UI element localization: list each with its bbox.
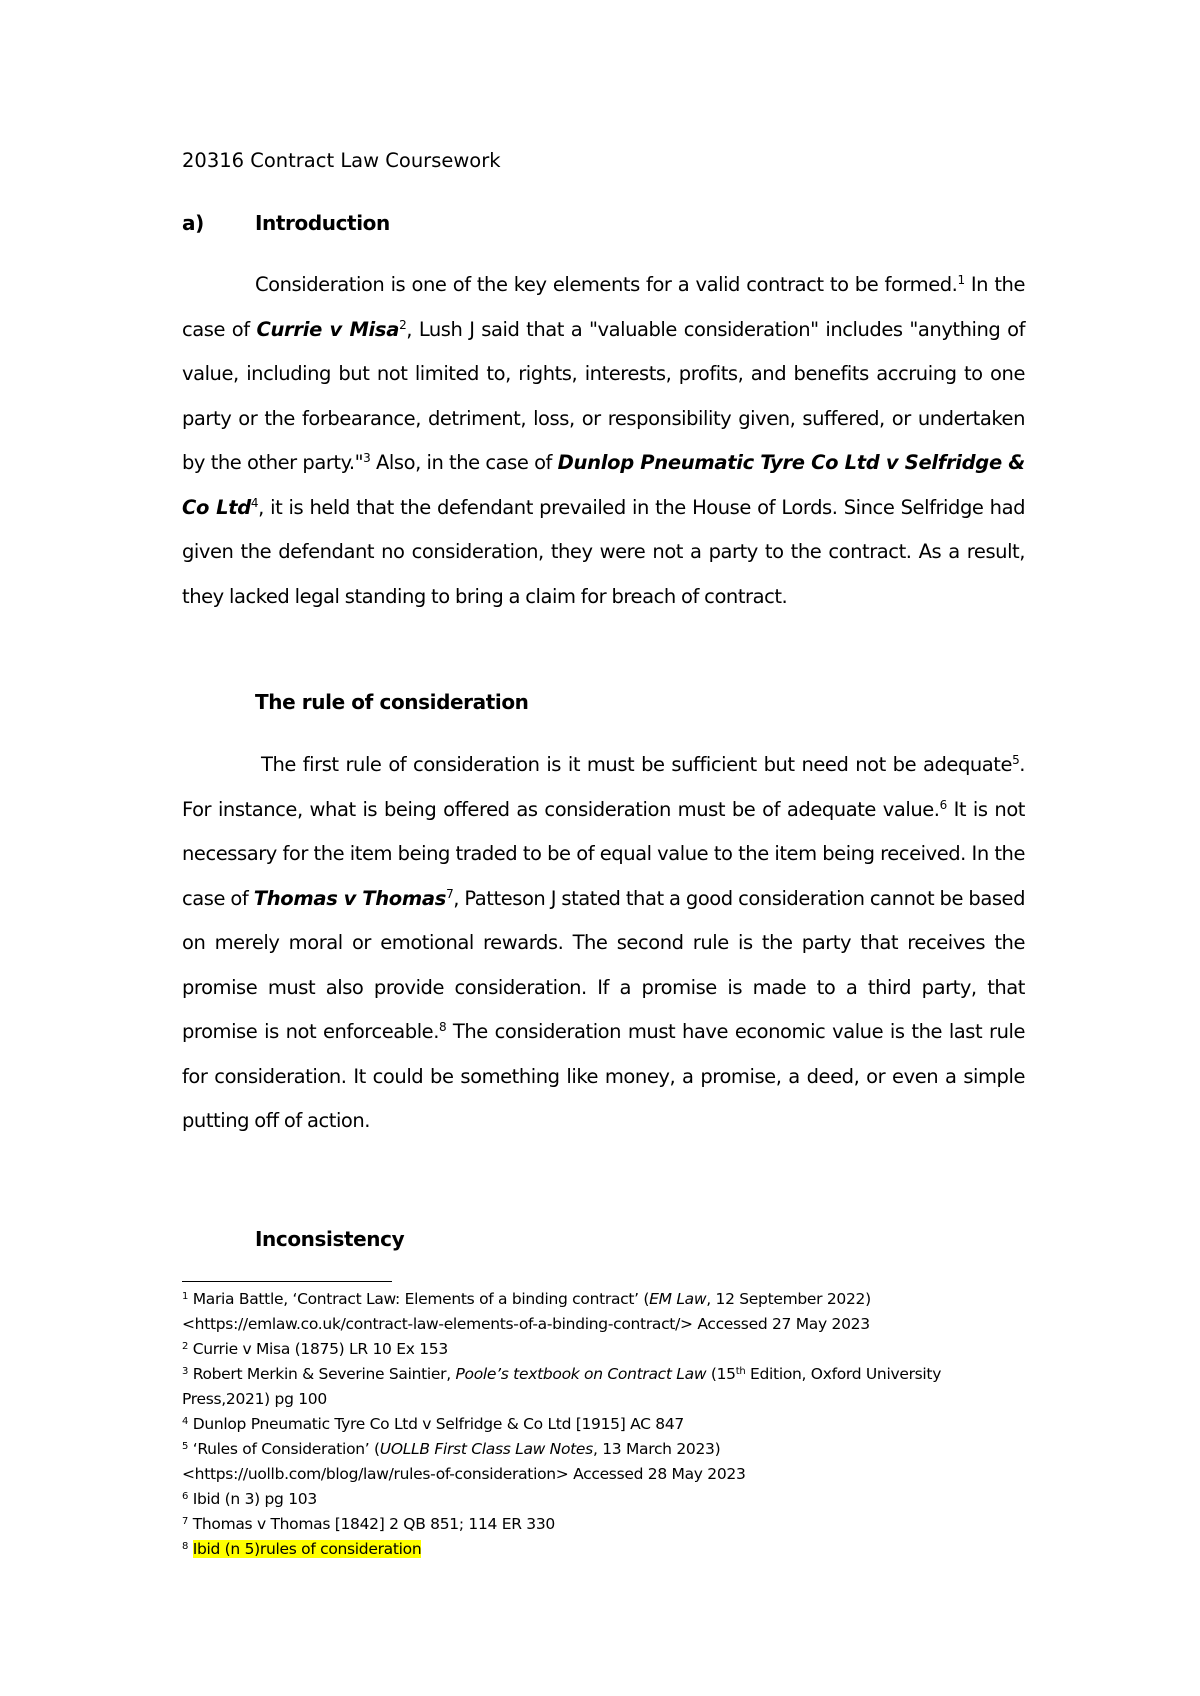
footnote-6: $^6$ Ibid (n 3) pg 103 — [182, 1490, 317, 1508]
footnote-ref-4[interactable]: 4 — [250, 495, 259, 510]
footnote-5-link[interactable]: <https://uollb.com/blog/law/rules-of-consideration> Accessed 28 May 2023 — [182, 1465, 746, 1483]
footnote-separator — [182, 1281, 392, 1282]
footnote-ref-8[interactable]: 8 — [438, 1020, 447, 1034]
footnote-1: $^1$ Maria Battle, ‘Contract Law: Elements of a binding contract’ (EM Law, 12 September 2022) — [182, 1290, 871, 1308]
footnote-5: $^5$ ‘Rules of Consideration’ (UOLLB First Class Law Notes, 13 March 2023) — [182, 1440, 721, 1458]
footnote-2: $^2$ Currie v Misa (1875) LR 10 Ex 153 — [182, 1340, 448, 1358]
footnote-ref-5[interactable]: 5 — [1012, 753, 1020, 767]
case-name-dunlop: Dunlop Pneumatic Tyre Co Ltd v Selfridge & Co Ltd — [182, 451, 1026, 519]
footnote-ref-1[interactable]: 1 — [957, 273, 965, 287]
paragraph-rule-of-consideration: The first rule of consideration is it must be sufficient but need not be adequate$^5$. For instance, what is being offered as consideration must be of adequate value.$^6$ It is not necessary for the item being traded to be of equal value to the item being received. In the case of Thomas v Thomas$^7$, Patteson J stated that a good consideration cannot be based on merely moral or emotional rewards. The second rule is the party that receives the promise must also provide consideration. If a promise is made to a third party, that promise is not enforceable.$^8$ The consideration must have economic value is the last rule for consideration. It could be something like money, a promise, a deed, or even a simple putting off of action. — [182, 753, 1026, 1132]
footnote-ref-6[interactable]: 6 — [939, 797, 947, 812]
heading-inconsistency: Inconsistency — [255, 1227, 405, 1251]
footnote-1-link[interactable]: <https://emlaw.co.uk/contract-law-elements-of-a-binding-contract/> Accessed 27 May 2023 — [182, 1315, 870, 1333]
footnotes — [182, 1287, 1042, 1562]
heading-introduction: Introduction — [255, 211, 390, 235]
footnote-ref-2[interactable]: 2 — [399, 317, 407, 332]
heading-rule-of-consideration: The rule of consideration — [255, 690, 529, 714]
document-title: 20316 Contract Law Coursework — [182, 149, 501, 172]
footnote-ref-7[interactable]: 7 — [446, 886, 454, 901]
section-marker: a) — [182, 211, 204, 235]
paragraph-introduction: Consideration is one of the key elements for a valid contract to be formed.$^1$ In the case of Currie v Misa$^2$, Lush J said that a "valuable consideration" includes "anything of value, including but not limited to, rights, interests, profits, and benefits accruing to one party or the forbearance, detriment, loss, or responsibility given, suffered, or undertaken by the other party."$^3$ Also, in the case of Dunlop Pneumatic Tyre Co Ltd v Selfridge & Co Ltd$^4$, it is held that the defendant prevailed in the House of Lords. Since Selfridge had given the defendant no consideration, they were not a party to the contract. As a result, they lacked legal standing to bring a claim for breach of contract. — [182, 273, 1026, 608]
case-name-thomas-v-thomas: Thomas v Thomas — [253, 886, 447, 910]
footnote-ref-3[interactable]: 3 — [363, 451, 371, 465]
footnote-3: $^3$ Robert Merkin & Severine Saintier, Poole’s textbook on Contract Law (15th Edition, Oxford University — [182, 1365, 942, 1383]
case-name-currie-v-misa: Currie v Misa — [256, 317, 400, 341]
footnote-8: $^8$ Ibid (n 5)rules of consideration — [182, 1540, 422, 1558]
footnote-3-continued: Press,2021) pg 100 — [182, 1390, 327, 1408]
highlighted-text: Ibid (n 5)rules of consideration — [192, 1540, 422, 1558]
footnote-7: $^7$ Thomas v Thomas [1842] 2 QB 851; 114 ER 330 — [182, 1515, 555, 1533]
footnote-4: $^4$ Dunlop Pneumatic Tyre Co Ltd v Selfridge & Co Ltd [1915] AC 847 — [182, 1415, 684, 1433]
